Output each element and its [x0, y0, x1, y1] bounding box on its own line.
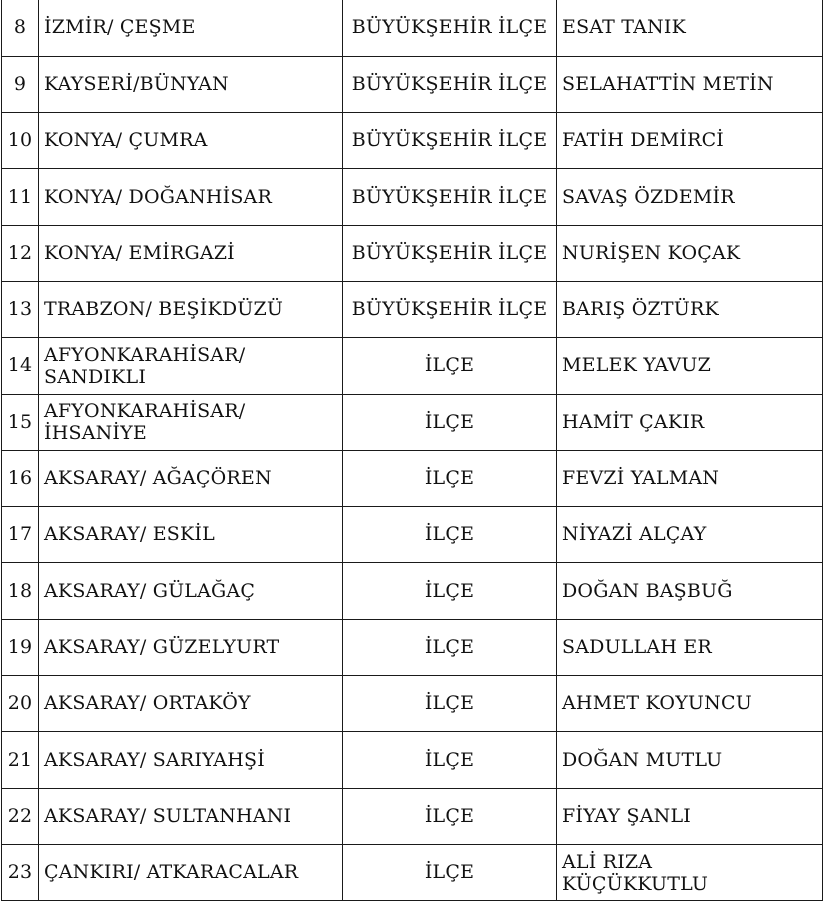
results-table	[1, 0, 823, 901]
table-row	[2, 338, 823, 394]
municipality-type: İLÇE	[343, 844, 557, 900]
municipality-type: İLÇE	[343, 507, 557, 563]
table-row	[2, 394, 823, 450]
mayor-name: NİYAZİ ALÇAY	[557, 507, 823, 563]
row-number: 21	[2, 732, 39, 788]
municipality-type: BÜYÜKŞEHİR İLÇE	[343, 0, 557, 56]
row-number: 15	[2, 394, 39, 450]
mayor-name: FEVZİ YALMAN	[557, 450, 823, 506]
table-row	[2, 169, 823, 225]
municipality-type: İLÇE	[343, 676, 557, 732]
row-number: 13	[2, 281, 39, 337]
table-row	[2, 0, 823, 56]
row-number: 11	[2, 169, 39, 225]
district-name: AKSARAY/ SULTANHANI	[39, 788, 343, 844]
district-name: AKSARAY/ GÜLAĞAÇ	[39, 563, 343, 619]
mayor-name: AHMET KOYUNCU	[557, 676, 823, 732]
district-name: AKSARAY/ AĞAÇÖREN	[39, 450, 343, 506]
municipality-type: İLÇE	[343, 394, 557, 450]
table-row	[2, 563, 823, 619]
municipality-type: İLÇE	[343, 563, 557, 619]
mayor-name: SELAHATTİN METİN	[557, 56, 823, 112]
mayor-name-line: KÜÇÜKKUTLU	[562, 872, 709, 895]
mayor-name: FİYAY ŞANLI	[557, 788, 823, 844]
row-number: 16	[2, 450, 39, 506]
municipality-type: BÜYÜKŞEHİR İLÇE	[343, 225, 557, 281]
table-row	[2, 676, 823, 732]
table-row	[2, 788, 823, 844]
mayor-name: DOĞAN BAŞBUĞ	[557, 563, 823, 619]
mayor-name: SADULLAH ER	[557, 619, 823, 675]
district-name: KONYA/ ÇUMRA	[39, 113, 343, 169]
table-row	[2, 56, 823, 112]
row-number: 10	[2, 113, 39, 169]
municipality-type: İLÇE	[343, 619, 557, 675]
district-name: AKSARAY/ ESKİL	[39, 507, 343, 563]
mayor-name: DOĞAN MUTLU	[557, 732, 823, 788]
mayor-name	[557, 844, 823, 900]
row-number: 23	[2, 844, 39, 900]
district-name: AKSARAY/ SARIYAHŞİ	[39, 732, 343, 788]
table-row	[2, 113, 823, 169]
row-number: 17	[2, 507, 39, 563]
municipality-type: İLÇE	[343, 338, 557, 394]
row-number: 8	[2, 0, 39, 56]
municipality-type: BÜYÜKŞEHİR İLÇE	[343, 113, 557, 169]
mayor-name: SAVAŞ ÖZDEMİR	[557, 169, 823, 225]
table-row	[2, 844, 823, 900]
district-name	[39, 394, 343, 450]
district-name-line: İHSANİYE	[44, 422, 147, 445]
mayor-name: ESAT TANIK	[557, 0, 823, 56]
district-name: ÇANKIRI/ ATKARACALAR	[39, 844, 343, 900]
table-row	[2, 507, 823, 563]
row-number: 14	[2, 338, 39, 394]
row-number: 20	[2, 676, 39, 732]
district-name: TRABZON/ BEŞİKDÜZÜ	[39, 281, 343, 337]
row-number: 22	[2, 788, 39, 844]
municipality-type: İLÇE	[343, 788, 557, 844]
district-name: KONYA/ DOĞANHİSAR	[39, 169, 343, 225]
table-row	[2, 732, 823, 788]
table-row	[2, 225, 823, 281]
district-name-line: AFYONKARAHİSAR/	[44, 400, 246, 423]
district-name: AKSARAY/ ORTAKÖY	[39, 676, 343, 732]
municipality-type: BÜYÜKŞEHİR İLÇE	[343, 281, 557, 337]
municipality-type: BÜYÜKŞEHİR İLÇE	[343, 169, 557, 225]
row-number: 19	[2, 619, 39, 675]
municipality-type: İLÇE	[343, 450, 557, 506]
municipality-type: İLÇE	[343, 732, 557, 788]
row-number: 12	[2, 225, 39, 281]
mayor-name: MELEK YAVUZ	[557, 338, 823, 394]
district-name: KONYA/ EMİRGAZİ	[39, 225, 343, 281]
district-name	[39, 338, 343, 394]
table-row	[2, 450, 823, 506]
row-number: 9	[2, 56, 39, 112]
mayor-name: NURİŞEN KOÇAK	[557, 225, 823, 281]
district-name-line: AFYONKARAHİSAR/	[44, 343, 246, 366]
district-name-line: SANDIKLI	[44, 365, 147, 388]
mayor-name: BARIŞ ÖZTÜRK	[557, 281, 823, 337]
mayor-name: HAMİT ÇAKIR	[557, 394, 823, 450]
district-name: İZMİR/ ÇEŞME	[39, 0, 343, 56]
municipality-type: BÜYÜKŞEHİR İLÇE	[343, 56, 557, 112]
district-name: KAYSERİ/BÜNYAN	[39, 56, 343, 112]
row-number: 18	[2, 563, 39, 619]
district-name: AKSARAY/ GÜZELYURT	[39, 619, 343, 675]
mayor-name-line: ALİ RIZA	[562, 850, 653, 873]
table-row	[2, 281, 823, 337]
table-row	[2, 619, 823, 675]
mayor-name: FATİH DEMİRCİ	[557, 113, 823, 169]
